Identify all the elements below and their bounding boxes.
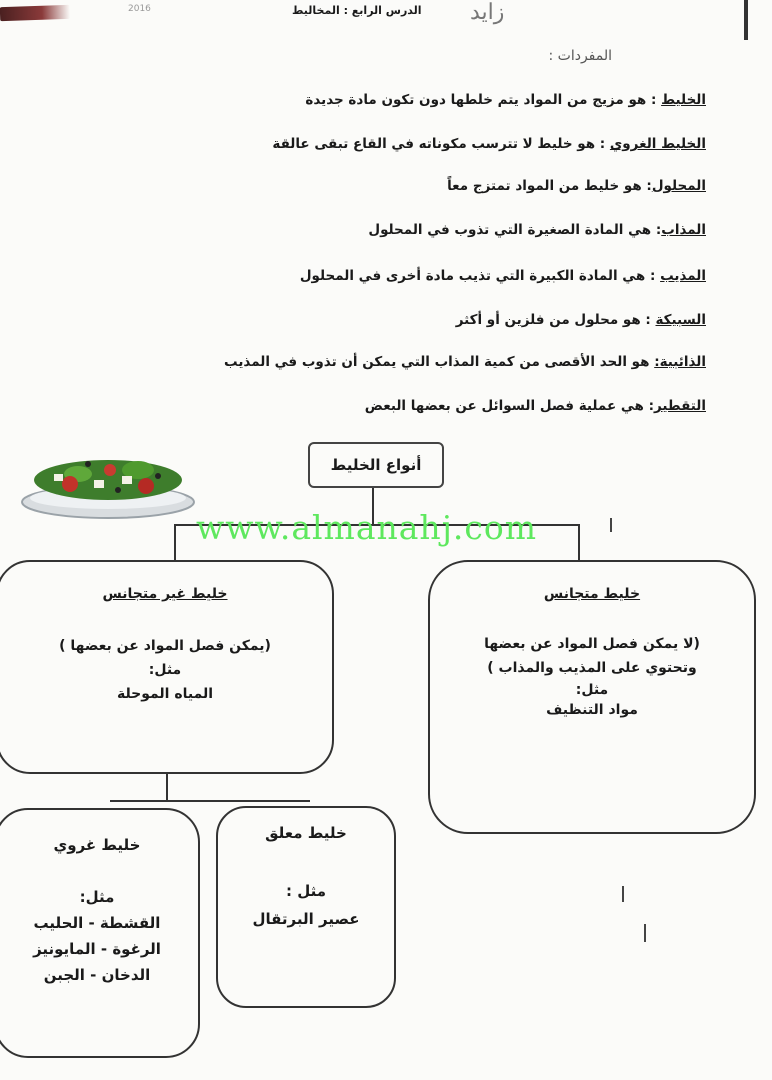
definition-distillation (365, 398, 706, 414)
definition-solubility (224, 354, 706, 370)
example-label: مثل: (575, 682, 609, 698)
term: الذائبية: (654, 354, 706, 370)
example-line: الدخان - الجبن (43, 966, 151, 984)
description-line: (لا يمكن فصل المواد عن بعضها (484, 636, 700, 652)
pen-mark (610, 518, 612, 532)
term: الخليط الغروي (609, 136, 706, 152)
pen-mark (622, 886, 624, 902)
school-logo: زايد (470, 0, 505, 25)
definition-colloid (272, 136, 706, 152)
term: المحلول (651, 178, 706, 194)
watermark: www.almanahj.com (196, 508, 538, 547)
term: السبيكة (655, 312, 706, 328)
homogeneous-mixture-box (428, 560, 756, 834)
mixture-types-title: أنواع الخليط (308, 442, 444, 488)
page-edge (744, 0, 748, 40)
box-title: خليط متجانس (543, 586, 641, 602)
example-line: الرغوة - المايونيز (33, 940, 161, 958)
lesson-title: الدرس الرابع : المخاليط (292, 4, 422, 17)
term: التقطير (654, 398, 706, 414)
description-line: وتحتوي على المذيب والمذاب ) (487, 660, 697, 676)
example-text: المياه الموحلة (116, 686, 214, 702)
connector-sub-horizontal (110, 800, 310, 802)
pen-mark (0, 5, 70, 21)
salad-bowl-illustration (18, 440, 198, 530)
box-title: خليط معلق (265, 824, 347, 842)
colloid-mixture-box (0, 808, 200, 1058)
example-text: مواد التنظيف (546, 702, 638, 718)
definition-mixture (305, 92, 706, 108)
definition-text: : هي المادة الصغيرة التي تذوب في المحلول (368, 222, 662, 238)
definition-solute (368, 222, 706, 238)
vocabulary-heading: المفردات : (548, 48, 612, 64)
definition-text: هو الحد الأقصى من كمية المذاب التي يمكن أن تذوب في المذيب (224, 354, 655, 370)
term: المذاب (661, 222, 706, 238)
example-text: عصير البرتقال (252, 910, 360, 928)
connector-left-vertical (174, 526, 176, 562)
example-label: مثل: (79, 888, 115, 906)
definition-text: : هو خليط لا تترسب مكوناته في القاع تبقى عالقة (272, 136, 610, 152)
definition-text: : هو خليط من المواد تمتزج معاً (447, 178, 652, 194)
heterogeneous-mixture-box (0, 560, 334, 774)
example-line: القشطة - الحليب (33, 914, 161, 932)
suspension-mixture-box (216, 806, 396, 1008)
definition-text: : هو محلول من فلزين أو أكثر (455, 312, 656, 328)
box-title: خليط غروي (53, 836, 141, 854)
pen-mark (644, 924, 646, 942)
definition-text: : هي عملية فصل السوائل عن بعضها البعض (364, 398, 655, 414)
definition-text: : هي المادة الكبيرة التي تذيب مادة أخرى في المحلول (299, 268, 661, 284)
definition-text: : هو مزيج من المواد يتم خلطها دون تكون مادة جديدة (305, 92, 662, 108)
connector-sub-vertical (166, 774, 168, 802)
header-note: 2016 (128, 4, 151, 14)
definition-solution (447, 178, 706, 194)
connector-right-vertical (578, 524, 580, 562)
term: المذيب (660, 268, 706, 284)
example-label: مثل: (148, 662, 182, 678)
definition-solvent (300, 268, 706, 284)
example-label: مثل : (285, 882, 327, 900)
definition-alloy (456, 312, 706, 328)
box-title: خليط غير متجانس (102, 586, 228, 602)
term: الخليط (661, 92, 706, 108)
description-line: (يمكن فصل المواد عن بعضها ) (59, 638, 271, 654)
